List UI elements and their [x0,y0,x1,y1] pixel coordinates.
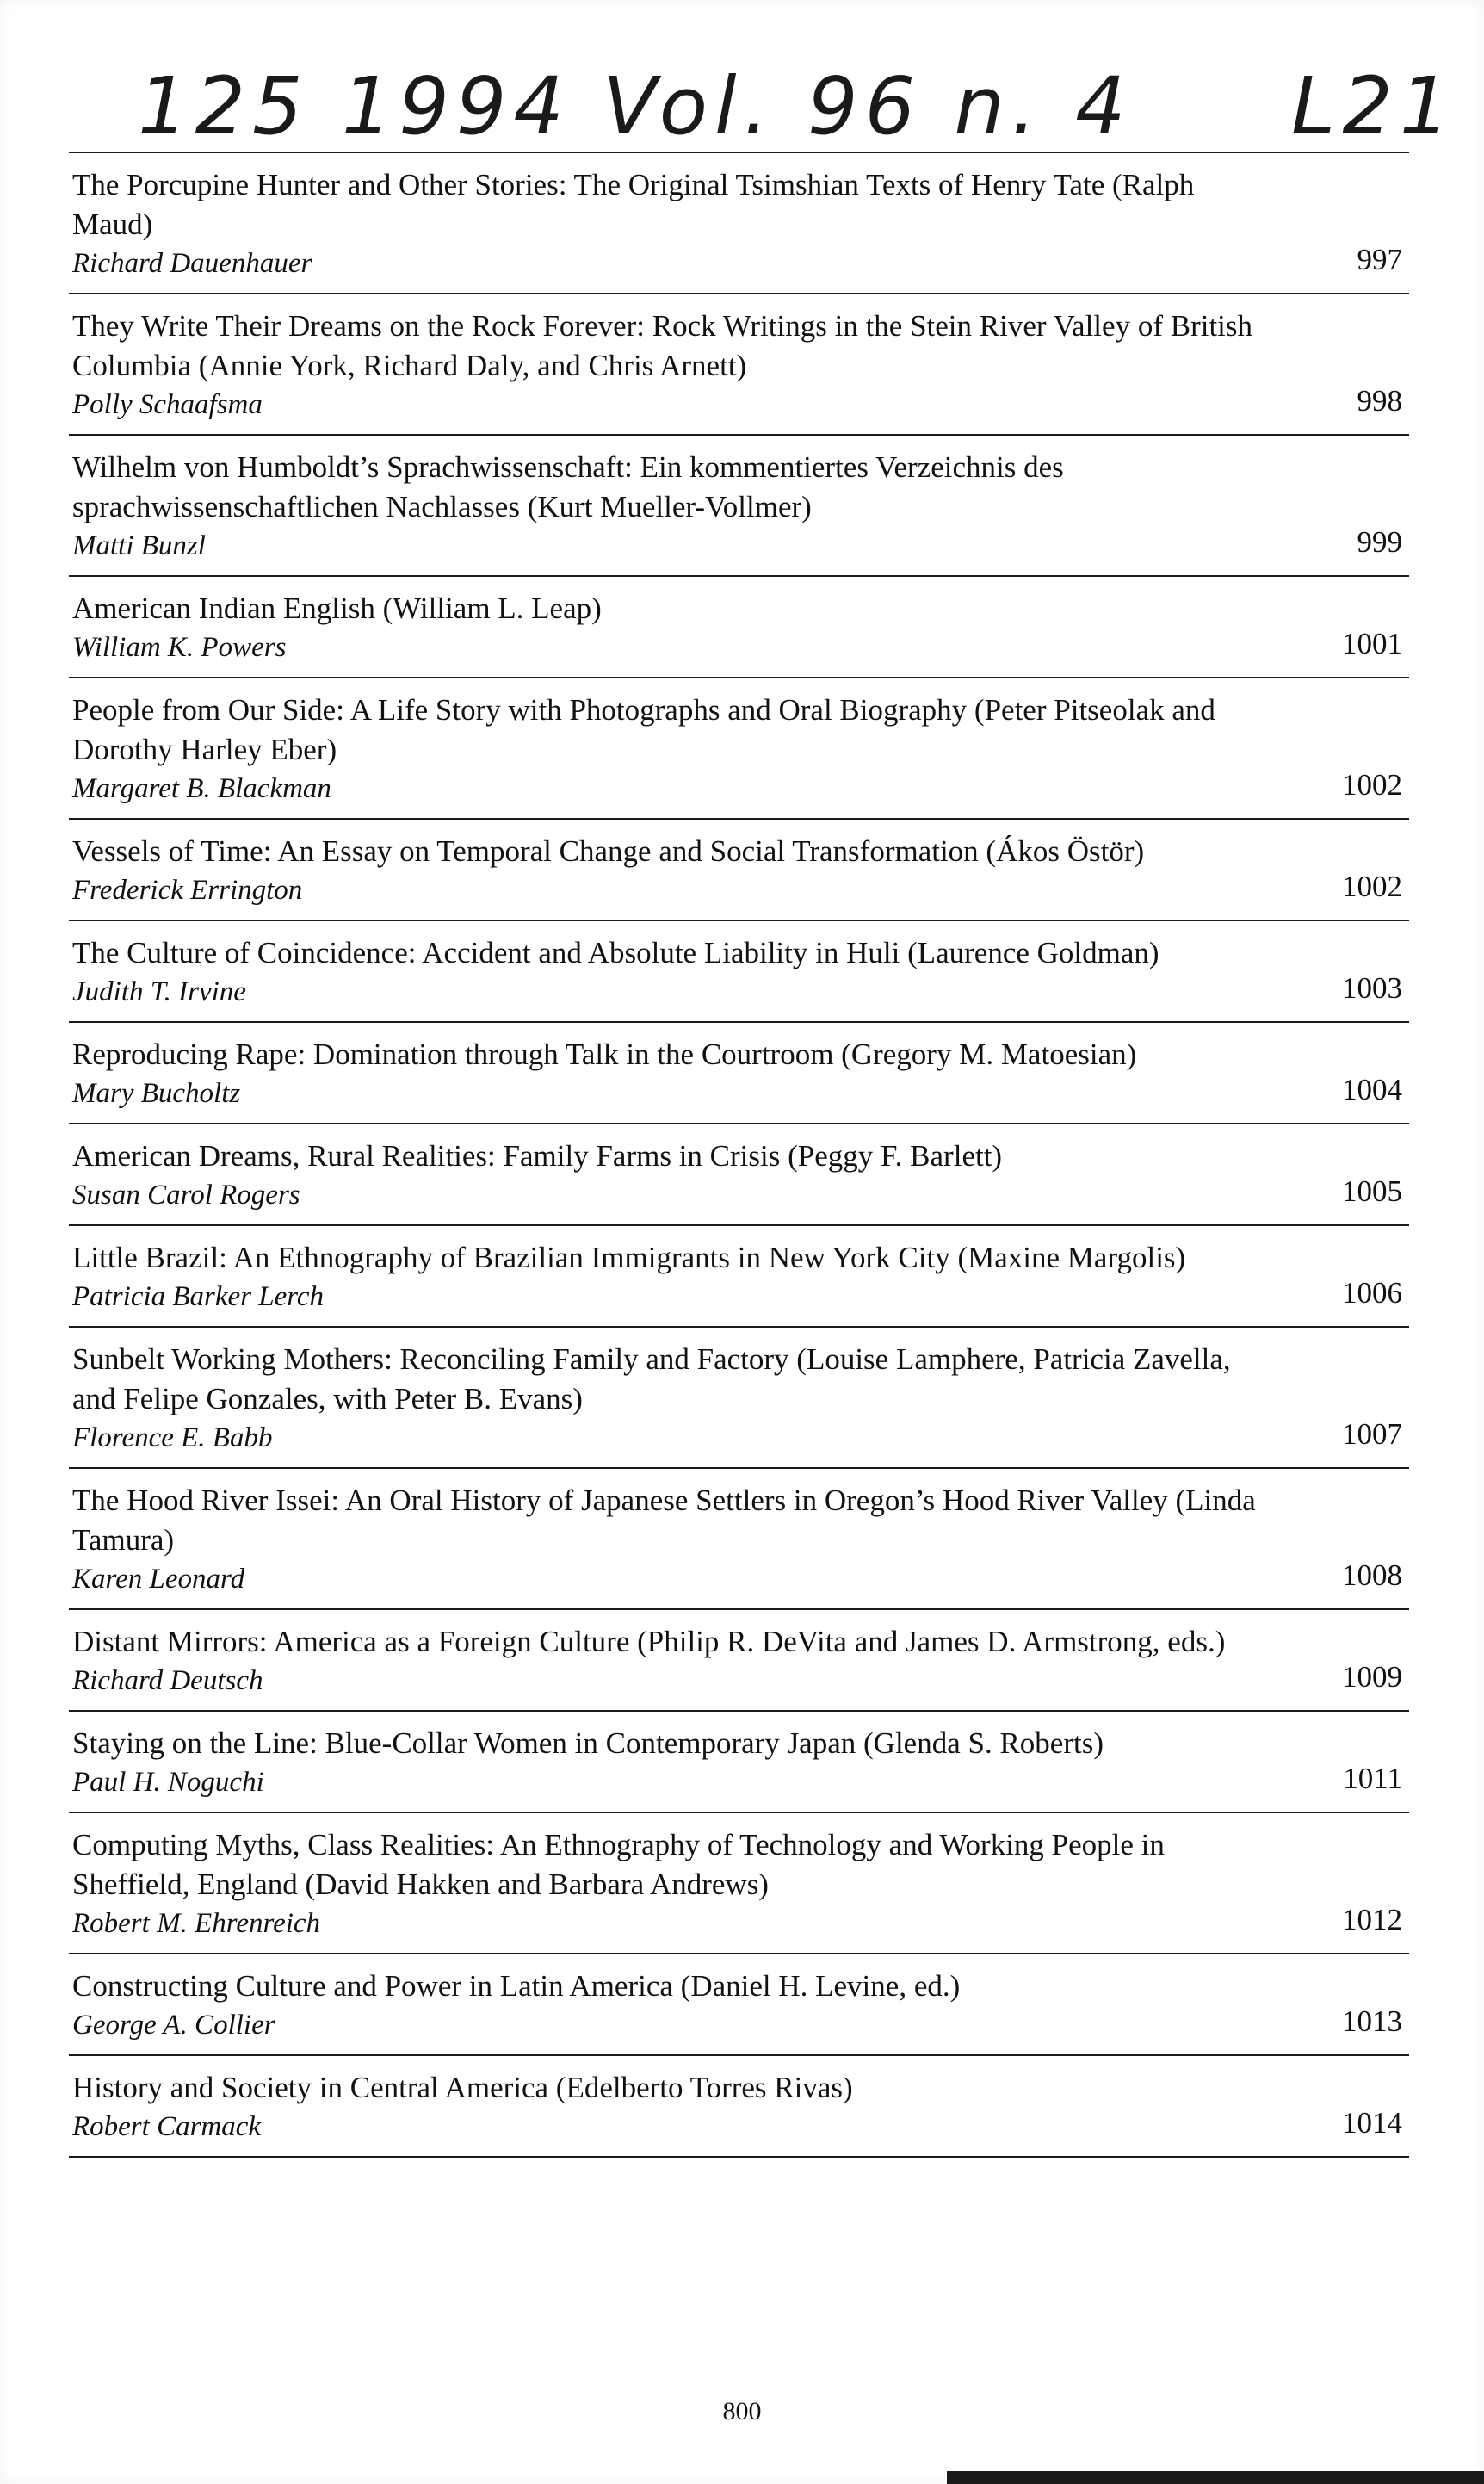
review-book-title: Sunbelt Working Mothers: Reconciling Family and Factory (Louise Lamphere, Patricia Zavella, and Felipe Gonzales, with Peter B. Evans) [72,1342,1231,1415]
review-entry [69,153,1409,294]
review-entry [69,1813,1409,1954]
entry-page-number: 1007 [1342,1417,1402,1451]
review-book-title: Constructing Culture and Power in Latin America (Daniel H. Levine, ed.) [72,1969,961,2003]
review-entry [69,1328,1409,1469]
review-book-title: American Indian English (William L. Leap) [72,592,602,625]
review-entry [69,1610,1409,1712]
review-book-title: The Culture of Coincidence: Accident and Absolute Liability in Huli (Laurence Goldman) [72,936,1159,969]
reviewer-name: Polly Schaafsma [72,389,263,420]
review-entry [69,678,1409,820]
review-contents-list [69,152,1409,2158]
reviewer-name: Richard Deutsch [72,1665,263,1696]
reviewer-name: Robert M. Ehrenreich [72,1908,321,1939]
reviewer-name: Frederick Errington [72,875,303,906]
entry-page-number: 1005 [1342,1174,1402,1208]
entry-page-number: 1004 [1342,1073,1402,1106]
review-book-title: History and Society in Central America (Edelberto Torres Rivas) [72,2071,853,2104]
review-entry [69,436,1409,577]
reviewer-name: Paul H. Noguchi [72,1767,264,1798]
review-entry [69,820,1409,921]
review-entry [69,1954,1409,2056]
review-book-title: Wilhelm von Humboldt’s Sprachwissenschaft: Ein kommentiertes Verzeichnis des sprachwissenschaftlichen Nachlasses (Kurt Mueller-Vollmer) [72,450,1064,523]
review-book-title: Computing Myths, Class Realities: An Ethnography of Technology and Working People in Sheffield, England (David Hakken and Barbara Andrews) [72,1828,1165,1901]
reviewer-name: Margaret B. Blackman [72,773,331,804]
review-book-title: People from Our Side: A Life Story with Photographs and Oral Biography (Peter Pitseolak and Dorothy Harley Eber) [72,693,1215,766]
page-number: 800 [722,2397,762,2425]
entry-page-number: 1014 [1342,2106,1402,2140]
review-entry [69,2056,1409,2158]
review-entry [69,577,1409,678]
entry-page-number: 1013 [1342,2004,1402,2038]
entry-page-number: 1008 [1342,1558,1402,1592]
reviewer-name: Karen Leonard [72,1564,245,1595]
entry-page-number: 1002 [1342,768,1402,802]
review-book-title: The Hood River Issei: An Oral History of Japanese Settlers in Oregon’s Hood River Valley (Linda Tamura) [72,1484,1256,1557]
review-book-title: Distant Mirrors: America as a Foreign Culture (Philip R. DeVita and James D. Armstrong, eds.) [72,1625,1226,1658]
review-book-title: They Write Their Dreams on the Rock Forever: Rock Writings in the Stein River Valley of British Columbia (Annie York, Richard Daly, and Chris Arnett) [72,309,1253,382]
handwritten-shelf-mark: L21 [1291,60,1457,152]
entry-page-number: 1009 [1342,1660,1402,1694]
review-book-title: Little Brazil: An Ethnography of Brazilian Immigrants in New York City (Maxine Margolis) [72,1241,1186,1274]
review-book-title: The Porcupine Hunter and Other Stories: The Original Tsimshian Texts of Henry Tate (Ralph Maud) [72,168,1195,241]
review-entry [69,1712,1409,1813]
review-book-title: Staying on the Line: Blue-Collar Women in Contemporary Japan (Glenda S. Roberts) [72,1726,1104,1760]
entry-page-number: 1011 [1343,1762,1402,1795]
review-entry [69,1023,1409,1124]
reviewer-name: George A. Collier [72,2010,275,2041]
reviewer-name: Richard Dauenhauer [72,248,312,279]
review-entry [69,1226,1409,1328]
reviewer-name: William K. Powers [72,632,287,663]
review-entry [69,1124,1409,1226]
reviewer-name: Robert Carmack [72,2111,262,2142]
review-book-title: American Dreams, Rural Realities: Family Farms in Crisis (Peggy F. Barlett) [72,1139,1003,1173]
entry-page-number: 1012 [1342,1903,1402,1936]
scan-bottom-edge [947,2471,1484,2484]
reviewer-name: Susan Carol Rogers [72,1180,300,1211]
reviewer-name: Judith T. Irvine [72,976,246,1007]
entry-page-number: 1006 [1342,1276,1402,1310]
reviewer-name: Patricia Barker Lerch [72,1281,325,1312]
review-entry [69,921,1409,1023]
entry-page-number: 1003 [1342,971,1402,1005]
handwritten-citation: 125 1994 Vol. 96 n. 4 [138,60,1133,152]
reviewer-name: Florence E. Babb [72,1422,273,1453]
review-book-title: Reproducing Rape: Domination through Talk in the Courtroom (Gregory M. Matoesian) [72,1038,1137,1071]
entry-page-number: 997 [1357,243,1402,276]
entry-page-number: 998 [1357,384,1402,418]
review-entry [69,1469,1409,1610]
reviewer-name: Mary Bucholtz [72,1078,241,1109]
entry-page-number: 999 [1357,525,1402,559]
entry-page-number: 1002 [1342,870,1402,903]
review-entry [69,294,1409,436]
reviewer-name: Matti Bunzl [72,530,206,561]
entry-page-number: 1001 [1342,627,1402,660]
review-book-title: Vessels of Time: An Essay on Temporal Change and Social Transformation (Ákos Östör) [72,834,1145,868]
